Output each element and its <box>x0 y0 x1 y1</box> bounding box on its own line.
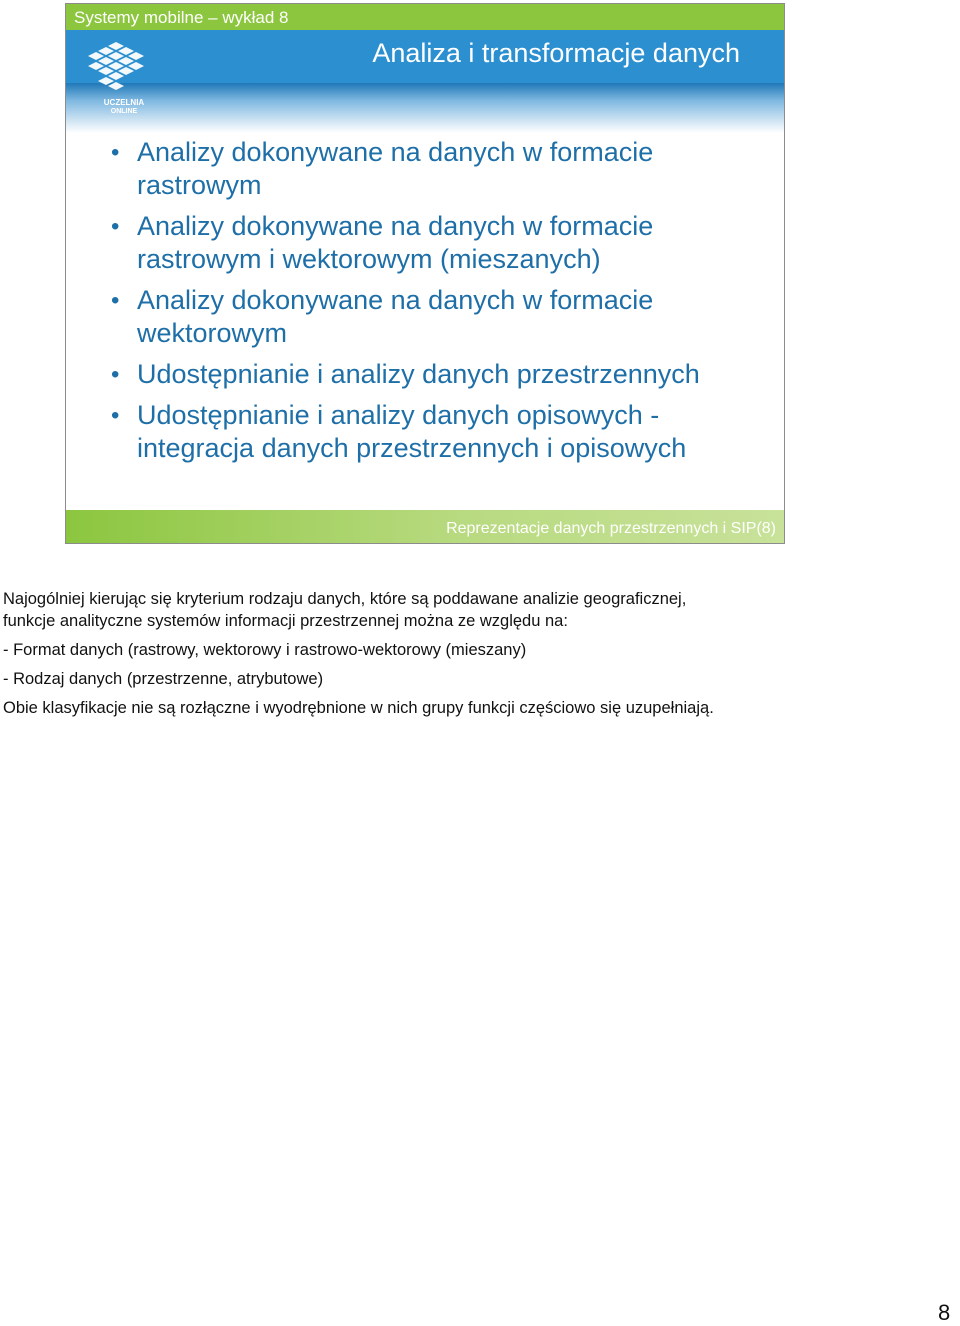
bullet-text: Analizy dokonywane na danych w formacie rastrowym <box>137 137 654 200</box>
page-number: 8 <box>938 1300 951 1325</box>
bullet-text: Analizy dokonywane na danych w formacie wektorowym <box>137 285 654 348</box>
logo-text-line2: ONLINE <box>110 108 138 115</box>
bullet-item <box>108 136 758 202</box>
bullet-text: Udostępnianie i analizy danych opisowych - integracja danych przestrzennych i opisowych <box>137 400 687 463</box>
bullet-item <box>108 399 758 465</box>
notes-line: funkcje analityczne systemów informacji przestrzennej można ze względu na: <box>3 612 568 630</box>
logo-text-line1: UCZELNIA <box>103 98 145 107</box>
bullet-icon: • <box>111 139 120 166</box>
notes-line: Obie klasyfikacje nie są rozłączne i wyodrębnione w nich grupy funkcji częściowo się uzupełniają. <box>3 699 714 717</box>
bullet-list <box>108 136 758 473</box>
bullet-icon: • <box>111 287 120 314</box>
course-label: Systemy mobilne – wykład 8 <box>74 8 289 27</box>
notes-line: - Rodzaj danych (przestrzenne, atrybutowe) <box>3 670 324 688</box>
slide-title: Analiza i transformacje danych <box>372 38 740 68</box>
bullet-item <box>108 284 758 350</box>
lecture-notes <box>3 588 853 726</box>
notes-line: Najogólniej kierując się kryterium rodzaju danych, które są poddawane analizie geograficznej, <box>3 590 687 608</box>
bullet-icon: • <box>111 402 120 429</box>
notes-line: - Format danych (rastrowy, wektorowy i rastrowo-wektorowy (mieszany) <box>3 641 527 659</box>
slide-footer-text: Reprezentacje danych przestrzennych i SIP(8) <box>446 520 776 537</box>
bullet-icon: • <box>111 213 120 240</box>
bullet-icon: • <box>111 361 120 388</box>
bullet-text: Udostępnianie i analizy danych przestrzennych <box>137 359 700 389</box>
logo-text <box>94 98 154 116</box>
header-gradient <box>66 83 784 133</box>
bullet-item <box>108 358 758 391</box>
bullet-text: Analizy dokonywane na danych w formacie rastrowym i wektorowym (mieszanych) <box>137 211 654 274</box>
bullet-item <box>108 210 758 276</box>
slide <box>65 3 785 544</box>
